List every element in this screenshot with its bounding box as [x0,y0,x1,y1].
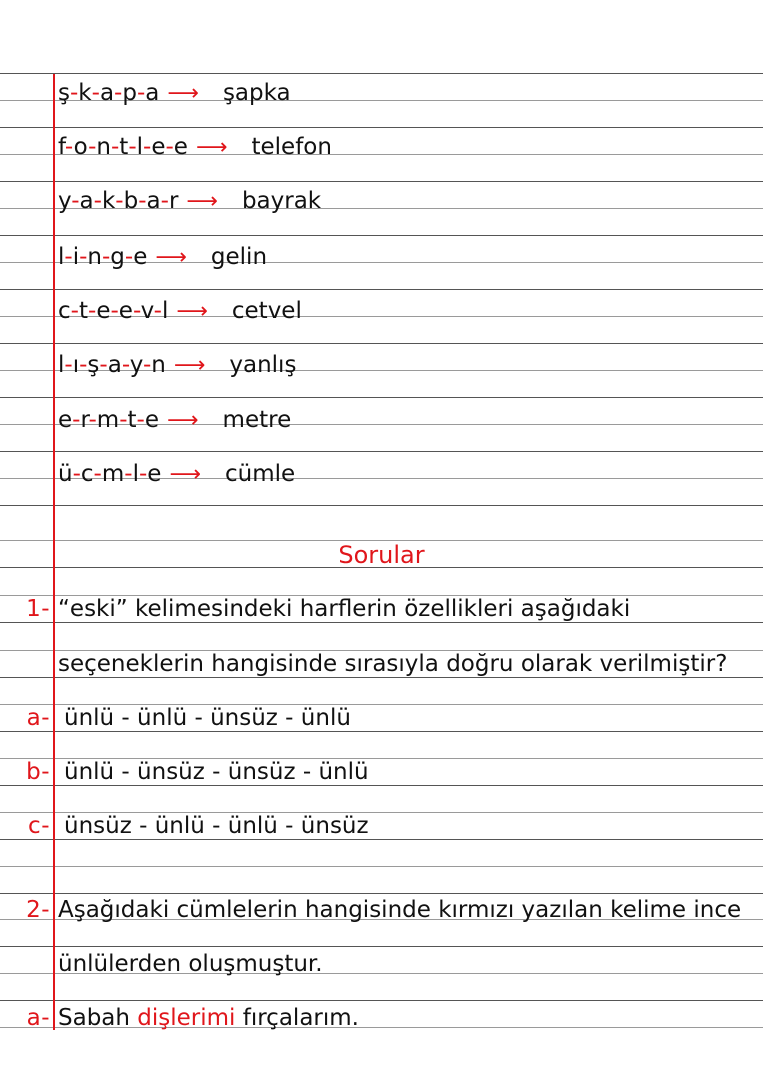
question-2-number: 2- [26,897,50,923]
letter-separator: - [64,244,73,270]
scrambled-letter: l [161,298,169,324]
arrow-icon: ⟶ [195,135,228,160]
scrambled-letter: k [101,188,116,214]
scrambled-letter: e [144,407,159,433]
rule-line [0,127,763,128]
question-1-cont [0,650,763,678]
scramble-text [58,79,291,108]
answer-word: metre [222,407,292,433]
answer-word: bayrak [241,188,322,214]
q2-option-a-after: fırçalarım. [235,1005,359,1031]
scrambled-letter: e [96,298,111,324]
scrambled-letter: r [168,188,179,214]
letter-separator: - [93,461,102,487]
letter-separator: - [88,298,97,324]
q2-option-a-label: a- [26,1005,50,1031]
letter-separator: - [69,80,79,106]
rule-line [0,397,763,398]
scramble-row [0,406,763,434]
scrambled-letter: n [96,134,111,160]
letter-separator: - [114,80,123,106]
q2-option-a-highlight: dişlerimi [137,1005,236,1031]
letter-separator: - [121,352,130,378]
scramble-text [58,406,291,435]
answer-word: cetvel [231,298,302,324]
option-c[interactable] [0,812,763,840]
scrambled-letter: e [147,461,162,487]
scramble-row [0,133,763,161]
letter-separator: - [110,298,119,324]
scrambled-letter: n [151,352,166,378]
scrambled-letter: m [96,407,120,433]
rule-line [0,1000,763,1001]
letter-separator: - [72,461,81,487]
letter-separator: - [136,80,146,106]
option-a-text: ünlü - ünlü - ünsüz - ünlü [64,705,351,731]
scramble-row [0,460,763,488]
scramble-text [58,187,321,216]
scramble-text [58,297,302,326]
letter-separator: - [138,461,148,487]
rule-line [0,505,763,506]
scrambled-letter: l [58,352,65,378]
letter-separator: - [115,188,124,214]
scrambled-letter: k [78,80,92,106]
scrambled-letter: t [127,407,137,433]
q2-option-a-text [58,1004,359,1032]
scrambled-letter: p [122,80,137,106]
scramble-row [0,351,763,379]
scrambled-letter: m [101,461,125,487]
question-1-number: 1- [26,596,50,622]
letter-separator: - [72,407,81,433]
question-1-line1: “eski” kelimesindeki harflerin özellikleri aşağıdaki [58,596,631,622]
rule-line [0,73,763,74]
scrambled-letter: c [80,461,94,487]
letter-separator: - [132,298,141,324]
scrambled-letter: y [58,188,72,214]
section-title: Sorular [338,541,425,569]
arrow-icon: ⟶ [173,353,206,378]
scramble-row [0,79,763,107]
letter-separator: - [99,352,108,378]
question-2-line1: Aşağıdaki cümlelerin hangisinde kırmızı yazılan kelime ince [58,897,742,923]
scrambled-letter: ü [58,461,73,487]
answer-word: telefon [251,134,332,160]
scramble-text [58,460,295,489]
letter-separator: - [136,407,145,433]
scrambled-letter: e [58,407,73,433]
scrambled-letter: l [132,461,139,487]
question-2-line2: ünlülerden oluşmuştur. [58,951,323,977]
letter-separator: - [143,134,152,160]
letter-separator: - [124,461,133,487]
scrambled-letter: ı [72,352,80,378]
option-a-label: a- [26,705,50,731]
answer-word: şapka [222,80,291,106]
option-b-text: ünlü - ünsüz - ünsüz - ünlü [64,759,369,785]
scramble-row [0,297,763,325]
arrow-icon: ⟶ [169,462,201,487]
rule-line [0,289,763,290]
letter-separator: - [142,352,152,378]
letter-separator: - [124,244,134,270]
option-b[interactable] [0,758,763,786]
question-2-cont [0,950,763,978]
letter-separator: - [64,134,74,160]
scrambled-letter: r [80,407,89,433]
letter-separator: - [70,298,79,324]
arrow-icon: ⟶ [155,245,187,270]
scramble-text [58,243,267,272]
letter-separator: - [165,134,174,160]
scrambled-letter: o [73,134,89,160]
answer-word: cümle [224,461,296,487]
scrambled-letter: n [87,244,102,270]
scrambled-letter: b [123,188,139,214]
q2-option-a-before: Sabah [58,1005,138,1031]
scrambled-letter: a [146,188,161,214]
letter-separator: - [160,188,169,214]
scrambled-letter: y [129,352,143,378]
question-1 [0,595,763,623]
rule-line [0,343,763,344]
letter-separator: - [138,188,147,214]
letter-separator: - [110,134,120,160]
question-2 [0,896,763,924]
scramble-row [0,187,763,215]
scrambled-letter: l [58,244,65,270]
scrambled-letter: ş [58,80,70,106]
letter-separator: - [91,80,100,106]
scrambled-letter: g [110,244,125,270]
scrambled-letter: e [173,134,188,160]
rule-line [0,866,763,867]
letter-separator: - [88,407,97,433]
letter-separator: - [64,352,73,378]
scrambled-letter: v [140,298,154,324]
scrambled-letter: ş [87,352,100,378]
scramble-row [0,243,763,271]
scrambled-letter: f [58,134,65,160]
arrow-icon: ⟶ [186,189,218,214]
letter-separator: - [88,134,97,160]
letter-separator: - [71,188,80,214]
q2-option-a[interactable] [0,1004,763,1032]
scrambled-letter: e [151,134,166,160]
arrow-icon: ⟶ [167,81,199,106]
letter-separator: - [101,244,111,270]
scrambled-letter: e [133,244,148,270]
option-a[interactable] [0,704,763,732]
scrambled-letter: a [145,80,160,106]
scrambled-letter: e [118,298,133,324]
scrambled-letter: t [119,134,129,160]
letter-separator: - [153,298,162,324]
letter-separator: - [79,352,88,378]
rule-line [0,893,763,894]
scramble-text [58,351,296,380]
arrow-icon: ⟶ [176,299,208,324]
letter-separator: - [79,244,88,270]
option-c-label: c- [28,813,50,839]
scrambled-letter: a [79,188,94,214]
answer-word: gelin [210,244,268,270]
letter-separator: - [93,188,102,214]
scramble-text [58,133,332,162]
scrambled-letter: i [72,244,80,270]
scrambled-letter: t [78,298,88,324]
letter-separator: - [119,407,128,433]
scrambled-letter: l [136,134,144,160]
rule-line [0,451,763,452]
scrambled-letter: a [99,80,115,106]
option-b-label: b- [26,759,50,785]
scrambled-letter: c [58,298,71,324]
question-1-line2: seçeneklerin hangisinde sırasıyla doğru olarak verilmiştir? [58,651,728,677]
rule-line [0,181,763,182]
letter-separator: - [128,134,137,160]
scrambled-letter: a [107,352,122,378]
rule-line [0,235,763,236]
rule-line [0,946,763,947]
answer-word: yanlış [229,352,297,378]
option-c-text: ünsüz - ünlü - ünlü - ünsüz [64,813,369,839]
arrow-icon: ⟶ [167,408,199,433]
